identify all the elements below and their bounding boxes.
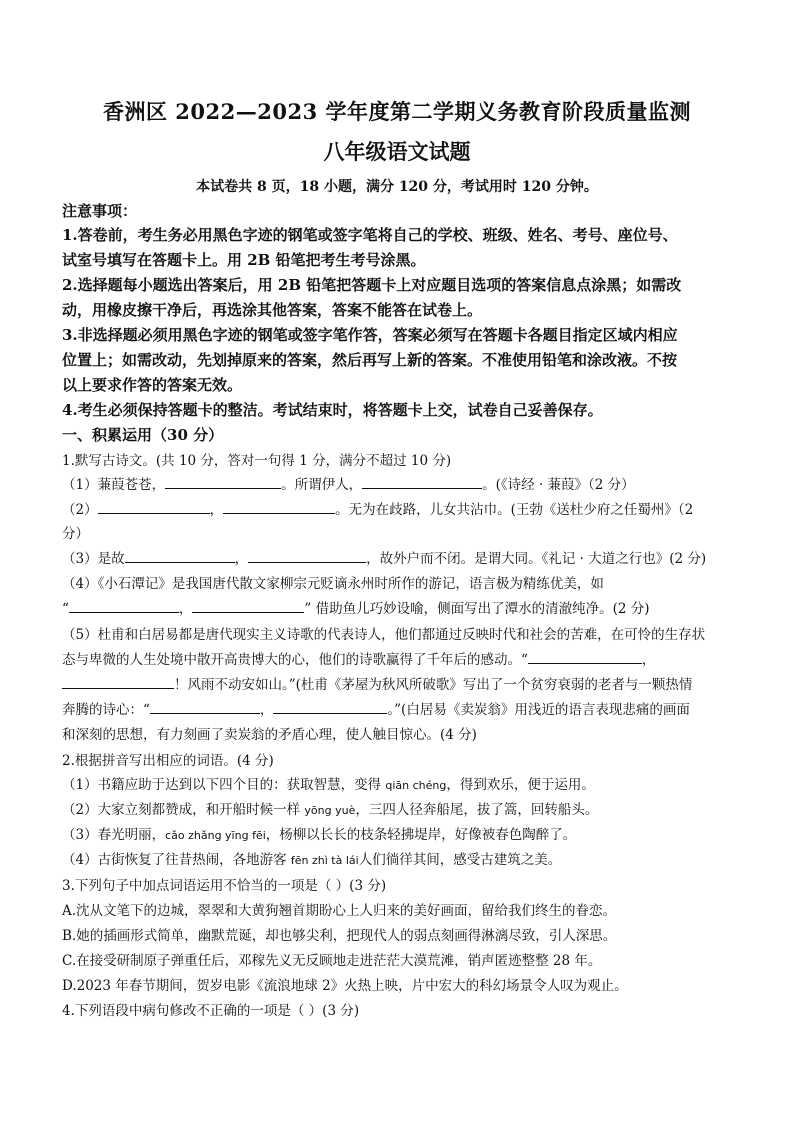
q1-text: 。所谓伊人，: [281, 477, 363, 493]
q1-item2: [62, 498, 693, 518]
q1-item1: [62, 473, 635, 493]
q1-text: ！风雨不动安如山。”(杜甫《茅屋为秋风所破歌》写出了一个贫穷衰弱的老者与一颗热情: [174, 677, 693, 693]
q1-item5-cont: 和深刻的思想，有力刻画了卖炭翁的矛盾心理，使人触目惊心。(4 分): [62, 727, 477, 743]
answer-blank: [150, 699, 260, 714]
answer-blank: [223, 499, 335, 514]
answer-blank: [69, 598, 179, 613]
pinyin: qiān chéng: [385, 779, 447, 792]
q1-item4-cont: [62, 597, 650, 617]
q1-text: ” 借助鱼儿巧妙设喻，侧面写出了潭水的清澈纯净。(2 分): [304, 601, 650, 617]
notice-line: 以上要求作答的答案无效。: [62, 376, 243, 394]
q1-text: （3）是故: [62, 551, 125, 567]
answer-blank: [98, 499, 210, 514]
notice-line: 3.非选择题必须用黑色字迹的钢笔或签字笔作答，答案必须写在答题卡各题目指定区域内相应: [62, 326, 678, 344]
q2-item: [62, 798, 598, 818]
exam-subtitle: 八年级语文试题: [323, 139, 471, 164]
notice-line: 1.答卷前，考生务必用黑色字迹的钢笔或签字笔将自己的学校、班级、姓名、考号、座位号、: [62, 226, 678, 244]
q2-text: ，杨柳以长长的枝条轻拂堤岸，好像被春色陶醉了。: [265, 827, 577, 843]
q1-item4: （4）《小石潭记》是我国唐代散文家柳宗元贬谪永州时所作的游记，语言极为精练优美，如: [62, 576, 604, 592]
q3-option-b: B.她的插画形式简单，幽默荒诞，却也够尖利，把现代人的弱点刻画得淋漓尽致，引人深思。: [62, 928, 617, 944]
answer-blank: [248, 548, 366, 563]
q1-item5-cont: [62, 673, 692, 693]
q1-text: ，: [234, 551, 249, 567]
q1-text: 。无为在歧路，儿女共沾巾。(王勃《送杜少府之任蜀州》（2: [335, 502, 694, 518]
pinyin: cǎo zhǎng yīng fēi: [165, 829, 266, 842]
q3-option-d: D.2023 年春节期间，贺岁电影《流浪地球 2》火热上映，片中宏大的科幻场景令人叹为观止。: [62, 978, 628, 994]
q1-item2-cont: 分）: [62, 526, 89, 542]
q1-item3: [62, 547, 706, 567]
q2-text: （2）大家立刻都赞成，和开船时候一样: [62, 802, 305, 818]
q1-text: 。”(白居易《卖炭翁》用浅近的语言表现悲痛的画面: [387, 702, 690, 718]
q2-text: （4）古街恢复了往昔热闹，各地游客: [62, 852, 291, 868]
answer-blank: [165, 474, 281, 489]
answer-blank: [125, 548, 235, 563]
answer-blank: [528, 649, 642, 664]
answer-blank: [273, 699, 387, 714]
q1-text: ，: [209, 502, 224, 518]
q2-text: 人们徜徉其间，感受古建筑之美。: [358, 852, 562, 868]
q1-text: “: [62, 601, 69, 617]
q3-stem: 3.下列句子中加点词语运用不恰当的一项是（ ）(3 分): [62, 878, 387, 894]
q3-option-c: C.在接受研制原子弹重任后，邓稼先义无反顾地走进茫茫大漠荒滩，销声匿迹整整 28 年。: [62, 953, 602, 969]
q2-text: （1）书籍应助于达到以下四个目的：获取智慧，变得: [62, 777, 386, 793]
q1-text: 。(《诗经 · 蒹葭》（2 分）: [482, 477, 635, 493]
q2-text: ，得到欢乐，便于运用。: [446, 777, 595, 793]
notice-line: 试室号填写在答题卡上。用 2B 铅笔把考生考号涂黑。: [62, 251, 426, 269]
q1-item5: （5）杜甫和白居易都是唐代现实主义诗歌的代表诗人，他们都通过反映时代和社会的苦难，在可怜的生存状: [62, 627, 706, 643]
pinyin: yōng yuè: [304, 804, 356, 817]
exam-info: 本试卷共 8 页，18 小题，满分 120 分，考试用时 120 分钟。: [196, 179, 598, 195]
answer-blank: [192, 598, 304, 613]
answer-blank: [62, 674, 174, 689]
q2-text: ，三四人径奔船尾，拔了篙，回转船头。: [355, 802, 599, 818]
q1-text: 态与卑微的人生处境中散开高贵博大的心，他们的诗歌赢得了千年后的感动。“: [62, 652, 528, 668]
q1-stem: 1.默写古诗文。(共 10 分，答对一句得 1 分，满分不超过 10 分): [62, 453, 452, 469]
notice-line: 2.选择题每小题选出答案后，用 2B 铅笔把答题卡上对应题目选项的答案信息点涂黑；如需改: [62, 276, 682, 294]
q2-item: [62, 823, 576, 843]
q1-text: （1）蒹葭苍苍，: [62, 477, 166, 493]
notice-line: 4.考生必须保持答题卡的整洁。考试结束时，将答题卡上交，试卷自己妥善保存。: [62, 401, 603, 419]
q2-item: [62, 773, 595, 793]
q2-text: （3）春光明丽，: [62, 827, 166, 843]
q4-stem: 4.下列语段中病句修改不正确的一项是（ ）(3 分): [62, 1003, 360, 1019]
q1-item5-cont: [62, 648, 655, 668]
q1-text: ，: [178, 601, 193, 617]
q1-text: ，: [641, 652, 656, 668]
notice-line: 位置上；如需改动，先划掉原来的答案，然后再写上新的答案。不准使用铅笔和涂改液。不按: [62, 351, 678, 369]
q2-stem: 2.根据拼音写出相应的词语。(4 分): [62, 753, 274, 769]
answer-blank: [362, 474, 482, 489]
notice-heading: 注意事项：: [62, 202, 138, 220]
pinyin: fēn zhì tà lái: [290, 854, 359, 867]
notice-line: 动，用橡皮擦干净后，再选涂其他答案，答案不能答在试卷上。: [62, 301, 483, 319]
q2-item: [62, 848, 561, 868]
q1-item5-cont: [62, 698, 690, 718]
section-heading: 一、积累运用（30 分）: [62, 426, 224, 444]
q1-text: 奔腾的诗心：“: [62, 702, 150, 718]
exam-title: 香洲区 2022—2023 学年度第二学期义务教育阶段质量监测: [102, 99, 691, 124]
q3-option-a: A.沈从文笔下的边城，翠翠和大黄狗翘首期盼心上人归来的美好画面，留给我们终生的眷恋。: [62, 903, 617, 919]
q1-text: （2）: [62, 502, 98, 518]
q1-text: ，故外户而不闭。是谓大同。《礼记 · 大道之行也》(2 分): [366, 551, 707, 567]
q1-text: ，: [259, 702, 274, 718]
